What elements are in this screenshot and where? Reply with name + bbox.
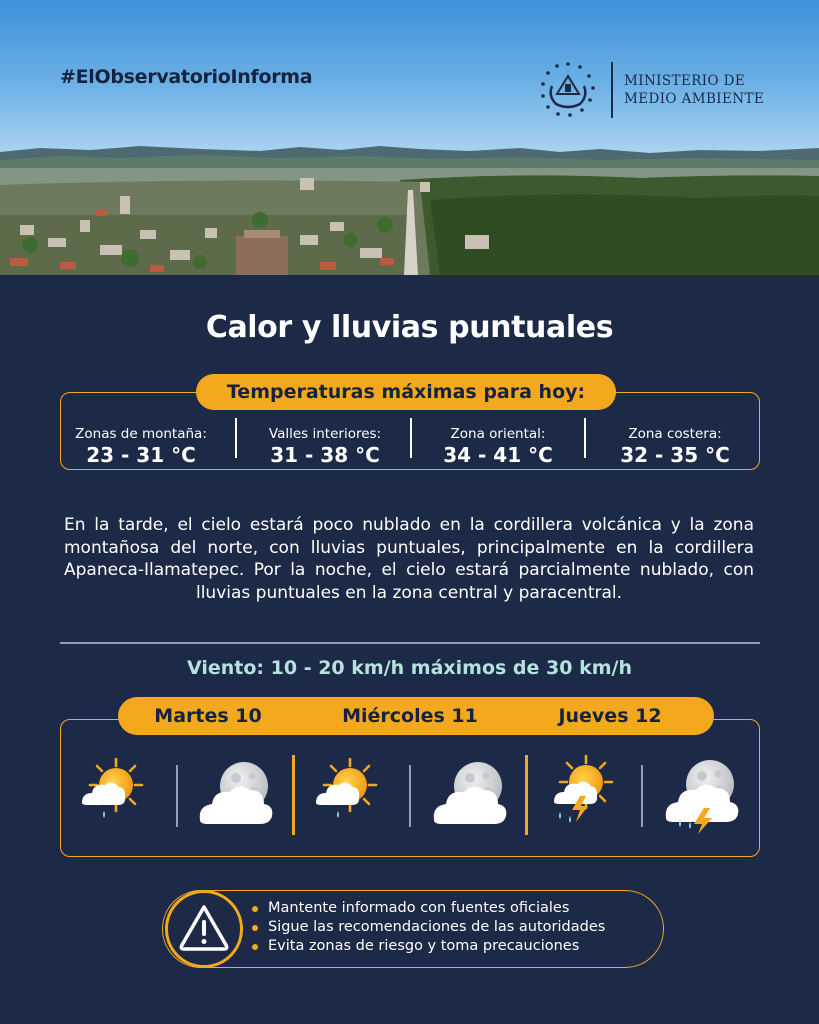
advice-item [252,937,605,956]
zone-value: 34 - 41 °C [443,443,553,467]
zone-value: 23 - 31 °C [86,443,196,467]
day-divider [292,755,295,835]
page-title: Calor y lluvias puntuales [205,310,614,345]
bullet [252,906,258,912]
wind-info: Viento: 10 - 20 km/h máximos de 30 km/h [187,657,632,679]
temperature-zone-valleys [240,426,410,467]
day-label-tuesday: Martes 10 [154,705,262,727]
zone-label: Zona oriental: [450,426,546,442]
sun-cloud-rain-icon [314,755,386,839]
advice-list [252,899,605,956]
divider [641,765,643,827]
zone-label: Valles interiores: [268,426,382,442]
bullet [252,925,258,931]
divider [235,418,237,458]
divider [176,765,178,827]
advice-item [252,918,605,937]
temperature-heading: Temperaturas máximas para hoy: [196,374,616,410]
warning-badge [165,890,243,968]
zone-label: Zonas de montaña: [75,426,207,442]
zone-value: 31 - 38 °C [270,443,380,467]
city-landscape-illustration [0,0,819,275]
zone-label: Zona costera: [628,426,722,442]
sun-storm-rain-icon [550,752,626,836]
sun-cloud-rain-icon [80,755,152,839]
ministry-name [624,72,764,108]
day-label-wednesday: Miércoles 11 [342,705,478,727]
national-seal-icon [538,60,598,120]
advice-text: Evita zonas de riesgo y toma precauciones [268,938,580,954]
header-photo [0,0,819,275]
hashtag-title: #ElObservatorioInforma [60,66,313,88]
temperature-zone-coast [590,426,760,467]
day-label-thursday: Jueves 12 [558,705,662,727]
forecast-description: En la tarde, el cielo estará poco nublado en la cordillera volcánica y la zona montañosa del norte, con lluvias puntuales, principalmente en la cordillera Apaneca-Ilamatepec. Por la noche, el cielo estará parcialmente nublado, con lluvias puntuales en la zona central y paracentral. [64,515,754,603]
advice-text: Sigue las recomendaciones de las autoridades [268,919,606,935]
divider [409,765,411,827]
moon-cloud-icon [194,758,276,830]
ministry-name-line1: MINISTERIO DE [624,73,746,89]
advice-text: Mantente informado con fuentes oficiales [268,900,570,916]
warning-icon [168,893,240,965]
divider [410,418,412,458]
bullet [252,944,258,950]
divider [584,418,586,458]
zone-value: 32 - 35 °C [620,443,730,467]
logo-divider [611,62,613,118]
advice-item [252,899,605,918]
moon-storm-rain-icon [660,756,742,836]
ministry-logo [538,60,768,120]
temperature-zone-mountain [56,426,226,467]
day-divider [525,755,528,835]
temperature-zone-east [413,426,583,467]
ministry-name-line2: MEDIO AMBIENTE [624,91,765,107]
section-divider [60,642,760,644]
moon-cloud-icon [428,758,510,830]
